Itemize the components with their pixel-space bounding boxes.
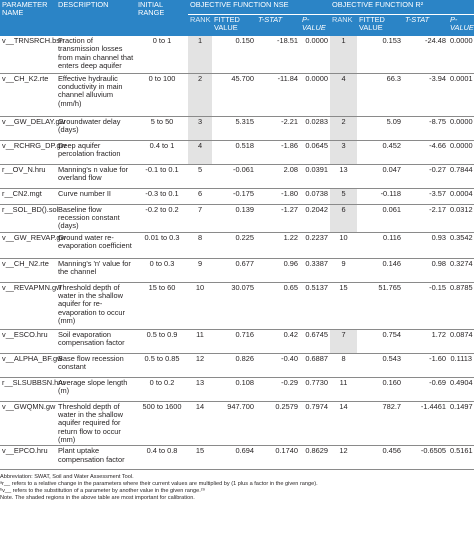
nse-tstat-cell: -1.27 bbox=[256, 204, 300, 232]
r2-rank-cell: 10 bbox=[330, 232, 357, 258]
nse-rank-cell: 14 bbox=[188, 401, 212, 446]
table-header bbox=[0, 0, 474, 36]
nse-fitted-cell: 0.150 bbox=[212, 36, 256, 73]
initial-range-cell: 500 to 1600 bbox=[136, 401, 188, 446]
header-nse-pvalue: P-VALUE bbox=[300, 15, 330, 37]
r2-tstat-cell: -1.4461 bbox=[403, 401, 448, 446]
r2-tstat-cell: -8.75 bbox=[403, 116, 448, 140]
r2-rank-cell: 2 bbox=[330, 116, 357, 140]
nse-tstat-cell: -1.80 bbox=[256, 188, 300, 204]
description-cell: Fraction of transmission losses from main channel that enters deep aquifer bbox=[56, 36, 136, 73]
description-cell: Deep aquifer percolation fraction bbox=[56, 140, 136, 164]
r2-rank-cell: 5 bbox=[330, 188, 357, 204]
table-row bbox=[0, 116, 474, 140]
nse-pvalue-cell: 0.0738 bbox=[300, 188, 330, 204]
description-cell: Baseline flow recession constant (days) bbox=[56, 204, 136, 232]
initial-range-cell: 0.4 to 1 bbox=[136, 140, 188, 164]
r2-pvalue-cell: 0.0001 bbox=[448, 73, 474, 116]
r2-pvalue-cell: 0.1497 bbox=[448, 401, 474, 446]
header-r2-fitted: FITTED VALUE bbox=[357, 15, 403, 37]
header-r2-rank: RANK bbox=[330, 15, 357, 37]
r2-tstat-cell: -0.27 bbox=[403, 164, 448, 188]
r2-tstat-cell: -1.60 bbox=[403, 353, 448, 377]
footnote-line: Note. The shaded regions in the above table are most important for calibration. bbox=[0, 494, 195, 501]
nse-pvalue-cell: 0.0000 bbox=[300, 36, 330, 73]
r2-tstat-cell: -3.94 bbox=[403, 73, 448, 116]
parameter-cell: r__SLSUBBSN.hru bbox=[0, 377, 56, 401]
parameter-cell: v__GW_DELAY.gw bbox=[0, 116, 56, 140]
r2-tstat-cell: 0.98 bbox=[403, 258, 448, 282]
description-cell: Soil evaporation compensation factor bbox=[56, 329, 136, 353]
r2-tstat-cell: -0.69 bbox=[403, 377, 448, 401]
nse-rank-cell: 5 bbox=[188, 164, 212, 188]
nse-pvalue-cell: 0.6745 bbox=[300, 329, 330, 353]
nse-tstat-cell: 0.42 bbox=[256, 329, 300, 353]
r2-fitted-cell: -0.118 bbox=[357, 188, 403, 204]
header-parameter: PARAMETER NAME bbox=[0, 0, 56, 36]
r2-fitted-cell: 0.456 bbox=[357, 446, 403, 470]
nse-tstat-cell: -1.86 bbox=[256, 140, 300, 164]
nse-fitted-cell: 947.700 bbox=[212, 401, 256, 446]
nse-fitted-cell: 45.700 bbox=[212, 73, 256, 116]
parameter-cell: r__CN2.mgt bbox=[0, 188, 56, 204]
r2-fitted-cell: 51.765 bbox=[357, 282, 403, 329]
nse-tstat-cell: -0.40 bbox=[256, 353, 300, 377]
nse-pvalue-cell: 0.2042 bbox=[300, 204, 330, 232]
initial-range-cell: 0.4 to 0.8 bbox=[136, 446, 188, 470]
r2-pvalue-cell: 0.7844 bbox=[448, 164, 474, 188]
r2-pvalue-cell: 0.1113 bbox=[448, 353, 474, 377]
initial-range-cell: -0.2 to 0.2 bbox=[136, 204, 188, 232]
r2-pvalue-cell: 0.8785 bbox=[448, 282, 474, 329]
header-nse-rank: RANK bbox=[188, 15, 212, 37]
nse-tstat-cell: 0.96 bbox=[256, 258, 300, 282]
initial-range-cell: 0.5 to 0.9 bbox=[136, 329, 188, 353]
table-row bbox=[0, 446, 474, 470]
r2-pvalue-cell: 0.0874 bbox=[448, 329, 474, 353]
header-r2-pvalue: P-VALUE bbox=[448, 15, 474, 37]
table-body bbox=[0, 36, 474, 470]
r2-rank-cell: 4 bbox=[330, 73, 357, 116]
r2-tstat-cell: 0.93 bbox=[403, 232, 448, 258]
r2-rank-cell: 6 bbox=[330, 204, 357, 232]
description-cell: Manning's 'n' value for the channel bbox=[56, 258, 136, 282]
nse-fitted-cell: 0.108 bbox=[212, 377, 256, 401]
footnotes bbox=[0, 474, 474, 502]
r2-rank-cell: 13 bbox=[330, 164, 357, 188]
r2-pvalue-cell: 0.0004 bbox=[448, 188, 474, 204]
nse-fitted-cell: 0.677 bbox=[212, 258, 256, 282]
footnote-line: Abbreviation: SWAT, Soil and Water Assessment Tool. bbox=[0, 474, 134, 480]
initial-range-cell: 0 to 1 bbox=[136, 36, 188, 73]
parameter-cell: v__CH_N2.rte bbox=[0, 258, 56, 282]
r2-fitted-cell: 0.146 bbox=[357, 258, 403, 282]
parameter-cell: v__ESCO.hru bbox=[0, 329, 56, 353]
r2-tstat-cell: -4.66 bbox=[403, 140, 448, 164]
initial-range-cell: 0 to 0.2 bbox=[136, 377, 188, 401]
description-cell: Groundwater delay (days) bbox=[56, 116, 136, 140]
r2-tstat-cell: -0.6505 bbox=[403, 446, 448, 470]
nse-tstat-cell: 0.2579 bbox=[256, 401, 300, 446]
table-row bbox=[0, 232, 474, 258]
nse-tstat-cell: 0.65 bbox=[256, 282, 300, 329]
r2-fitted-cell: 0.061 bbox=[357, 204, 403, 232]
parameter-cell: r__SOL_BD().sol bbox=[0, 204, 56, 232]
nse-rank-cell: 8 bbox=[188, 232, 212, 258]
nse-pvalue-cell: 0.7730 bbox=[300, 377, 330, 401]
nse-fitted-cell: 5.315 bbox=[212, 116, 256, 140]
nse-rank-cell: 2 bbox=[188, 73, 212, 116]
nse-tstat-cell: -2.21 bbox=[256, 116, 300, 140]
initial-range-cell: 0.5 to 0.85 bbox=[136, 353, 188, 377]
table-row bbox=[0, 282, 474, 329]
r2-fitted-cell: 0.754 bbox=[357, 329, 403, 353]
r2-rank-cell: 3 bbox=[330, 140, 357, 164]
nse-rank-cell: 11 bbox=[188, 329, 212, 353]
r2-fitted-cell: 5.09 bbox=[357, 116, 403, 140]
nse-pvalue-cell: 0.0000 bbox=[300, 73, 330, 116]
table-row bbox=[0, 401, 474, 446]
table-row bbox=[0, 329, 474, 353]
nse-pvalue-cell: 0.0645 bbox=[300, 140, 330, 164]
description-cell: Effective hydraulic conductivity in main channel alluvium (mm/h) bbox=[56, 73, 136, 116]
header-r2-tstat: T-STAT bbox=[403, 15, 448, 37]
nse-tstat-cell: 0.1740 bbox=[256, 446, 300, 470]
table-row bbox=[0, 353, 474, 377]
r2-rank-cell: 9 bbox=[330, 258, 357, 282]
r2-pvalue-cell: 0.0000 bbox=[448, 140, 474, 164]
r2-tstat-cell: -2.17 bbox=[403, 204, 448, 232]
nse-fitted-cell: 0.716 bbox=[212, 329, 256, 353]
header-nse-fitted: FITTED VALUE bbox=[212, 15, 256, 37]
parameter-cell: v__RCHRG_DP.gw bbox=[0, 140, 56, 164]
nse-rank-cell: 10 bbox=[188, 282, 212, 329]
nse-fitted-cell: 0.225 bbox=[212, 232, 256, 258]
nse-rank-cell: 1 bbox=[188, 36, 212, 73]
r2-tstat-cell: -3.57 bbox=[403, 188, 448, 204]
r2-rank-cell: 15 bbox=[330, 282, 357, 329]
table-row bbox=[0, 140, 474, 164]
nse-rank-cell: 6 bbox=[188, 188, 212, 204]
initial-range-cell: 15 to 60 bbox=[136, 282, 188, 329]
parameter-cell: v__GW_REVAP.gw bbox=[0, 232, 56, 258]
initial-range-cell: 0 to 0.3 bbox=[136, 258, 188, 282]
r2-pvalue-cell: 0.4904 bbox=[448, 377, 474, 401]
r2-fitted-cell: 782.7 bbox=[357, 401, 403, 446]
r2-rank-cell: 14 bbox=[330, 401, 357, 446]
table-row bbox=[0, 164, 474, 188]
nse-rank-cell: 4 bbox=[188, 140, 212, 164]
r2-fitted-cell: 0.153 bbox=[357, 36, 403, 73]
parameter-cell: r__OV_N.hru bbox=[0, 164, 56, 188]
nse-tstat-cell: 2.08 bbox=[256, 164, 300, 188]
r2-rank-cell: 11 bbox=[330, 377, 357, 401]
r2-fitted-cell: 0.160 bbox=[357, 377, 403, 401]
r2-tstat-cell: -24.48 bbox=[403, 36, 448, 73]
r2-rank-cell: 8 bbox=[330, 353, 357, 377]
nse-pvalue-cell: 0.6887 bbox=[300, 353, 330, 377]
nse-rank-cell: 3 bbox=[188, 116, 212, 140]
r2-rank-cell: 12 bbox=[330, 446, 357, 470]
nse-rank-cell: 12 bbox=[188, 353, 212, 377]
nse-pvalue-cell: 0.8629 bbox=[300, 446, 330, 470]
initial-range-cell: -0.3 to 0.1 bbox=[136, 188, 188, 204]
r2-tstat-cell: 1.72 bbox=[403, 329, 448, 353]
initial-range-cell: 0.01 to 0.3 bbox=[136, 232, 188, 258]
initial-range-cell: -0.1 to 0.1 bbox=[136, 164, 188, 188]
r2-fitted-cell: 66.3 bbox=[357, 73, 403, 116]
nse-fitted-cell: 0.826 bbox=[212, 353, 256, 377]
description-cell: Plant uptake compensation factor bbox=[56, 446, 136, 470]
nse-pvalue-cell: 0.3387 bbox=[300, 258, 330, 282]
r2-fitted-cell: 0.116 bbox=[357, 232, 403, 258]
r2-tstat-cell: -0.15 bbox=[403, 282, 448, 329]
parameter-cell: v__TRNSRCH.bsn bbox=[0, 36, 56, 73]
description-cell: Threshold depth of water in the shallow aquifer required for return flow to occur (mm) bbox=[56, 401, 136, 446]
description-cell: Ground water re-evaporation coefficient bbox=[56, 232, 136, 258]
table-row bbox=[0, 258, 474, 282]
header-group-r2: OBJECTIVE FUNCTION R² bbox=[330, 0, 474, 15]
r2-fitted-cell: 0.543 bbox=[357, 353, 403, 377]
nse-rank-cell: 13 bbox=[188, 377, 212, 401]
header-group-nse: OBJECTIVE FUNCTION NSE bbox=[188, 0, 330, 15]
description-cell: Manning's n value for overland flow bbox=[56, 164, 136, 188]
footnote-line: ᵃr__ refers to a relative change in the parameters where their current values are multiplied by (1 plus a factor in the given range). bbox=[0, 480, 318, 487]
parameter-cell: v__REVAPMN.gw bbox=[0, 282, 56, 329]
table-row bbox=[0, 204, 474, 232]
nse-tstat-cell: -18.51 bbox=[256, 36, 300, 73]
nse-rank-cell: 15 bbox=[188, 446, 212, 470]
r2-rank-cell: 7 bbox=[330, 329, 357, 353]
description-cell: Base flow recession constant bbox=[56, 353, 136, 377]
nse-fitted-cell: 0.518 bbox=[212, 140, 256, 164]
header-initial-range: INITIAL RANGE bbox=[136, 0, 188, 36]
r2-fitted-cell: 0.047 bbox=[357, 164, 403, 188]
description-cell: Threshold depth of water in the shallow aquifer for re-evaporation to occur (mm) bbox=[56, 282, 136, 329]
table-row bbox=[0, 188, 474, 204]
nse-pvalue-cell: 0.7974 bbox=[300, 401, 330, 446]
nse-pvalue-cell: 0.0391 bbox=[300, 164, 330, 188]
parameter-cell: v__ALPHA_BF.gw bbox=[0, 353, 56, 377]
parameter-cell: v__CH_K2.rte bbox=[0, 73, 56, 116]
table-row bbox=[0, 377, 474, 401]
r2-rank-cell: 1 bbox=[330, 36, 357, 73]
initial-range-cell: 5 to 50 bbox=[136, 116, 188, 140]
r2-pvalue-cell: 0.3542 bbox=[448, 232, 474, 258]
parameter-cell: v__EPCO.hru bbox=[0, 446, 56, 470]
nse-tstat-cell: -0.29 bbox=[256, 377, 300, 401]
nse-tstat-cell: -11.84 bbox=[256, 73, 300, 116]
nse-pvalue-cell: 0.5137 bbox=[300, 282, 330, 329]
header-description: DESCRIPTION bbox=[56, 0, 136, 36]
description-cell: Curve number II bbox=[56, 188, 136, 204]
table-row bbox=[0, 36, 474, 73]
r2-pvalue-cell: 0.0000 bbox=[448, 116, 474, 140]
nse-pvalue-cell: 0.0283 bbox=[300, 116, 330, 140]
footnote-line: ᵇv__ refers to the substitution of a parameter by another value in the given range.²⁹ bbox=[0, 487, 206, 494]
r2-pvalue-cell: 0.3274 bbox=[448, 258, 474, 282]
nse-rank-cell: 7 bbox=[188, 204, 212, 232]
initial-range-cell: 0 to 100 bbox=[136, 73, 188, 116]
nse-pvalue-cell: 0.2237 bbox=[300, 232, 330, 258]
r2-pvalue-cell: 0.0312 bbox=[448, 204, 474, 232]
parameter-cell: v__GWQMN.gw bbox=[0, 401, 56, 446]
nse-fitted-cell: 0.694 bbox=[212, 446, 256, 470]
nse-fitted-cell: 30.075 bbox=[212, 282, 256, 329]
nse-fitted-cell: 0.139 bbox=[212, 204, 256, 232]
table-row bbox=[0, 73, 474, 116]
header-nse-tstat: T-STAT bbox=[256, 15, 300, 37]
description-cell: Average slope length (m) bbox=[56, 377, 136, 401]
r2-fitted-cell: 0.452 bbox=[357, 140, 403, 164]
r2-pvalue-cell: 0.0000 bbox=[448, 36, 474, 73]
nse-fitted-cell: -0.061 bbox=[212, 164, 256, 188]
nse-tstat-cell: 1.22 bbox=[256, 232, 300, 258]
nse-rank-cell: 9 bbox=[188, 258, 212, 282]
nse-fitted-cell: -0.175 bbox=[212, 188, 256, 204]
r2-pvalue-cell: 0.5161 bbox=[448, 446, 474, 470]
